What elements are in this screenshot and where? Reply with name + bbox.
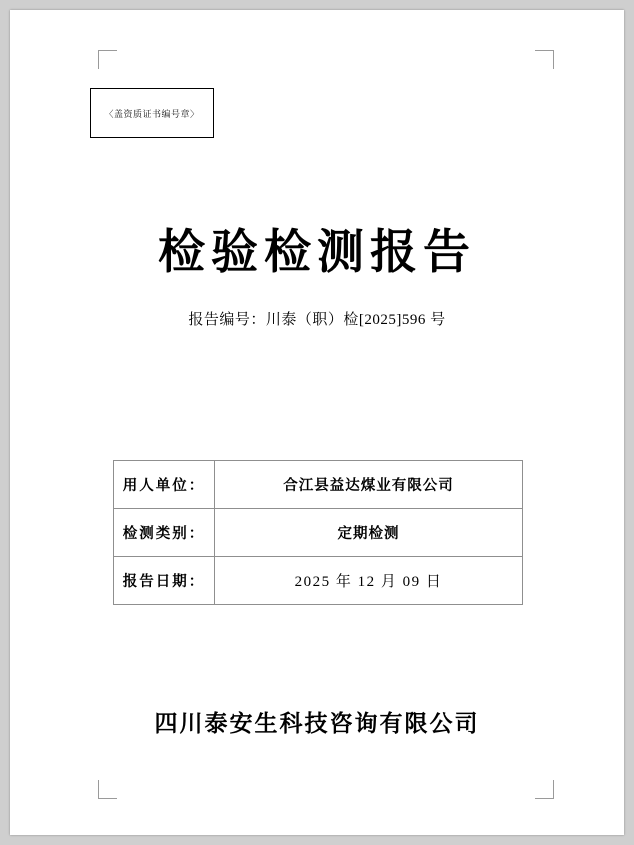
crop-mark-top-left — [98, 50, 117, 69]
qualification-seal-box — [90, 88, 214, 138]
employer-value: 合江县益达煤业有限公司 — [215, 461, 523, 509]
inspection-type-value: 定期检测 — [215, 509, 523, 557]
crop-mark-bottom-right — [535, 780, 554, 799]
crop-mark-bottom-left — [98, 780, 117, 799]
issuing-company: 四川泰安生科技咨询有限公司 — [154, 711, 480, 736]
document-page — [10, 10, 624, 835]
table-row — [114, 461, 523, 509]
qualification-seal-note: 〈盖资质证书编号章〉 — [104, 108, 200, 119]
table-row — [114, 509, 523, 557]
employer-label: 用人单位： — [114, 461, 215, 509]
table-row — [114, 557, 523, 605]
report-info-table — [113, 460, 523, 605]
report-date-label: 报告日期： — [114, 557, 215, 605]
document-title: 检验检测报告 — [158, 227, 476, 279]
report-date-value: 2025 年 12 月 09 日 — [215, 557, 523, 605]
report-number: 报告编号：川泰（职）检[2025]596 号 — [188, 312, 446, 328]
crop-mark-top-right — [535, 50, 554, 69]
inspection-type-label: 检测类别： — [114, 509, 215, 557]
